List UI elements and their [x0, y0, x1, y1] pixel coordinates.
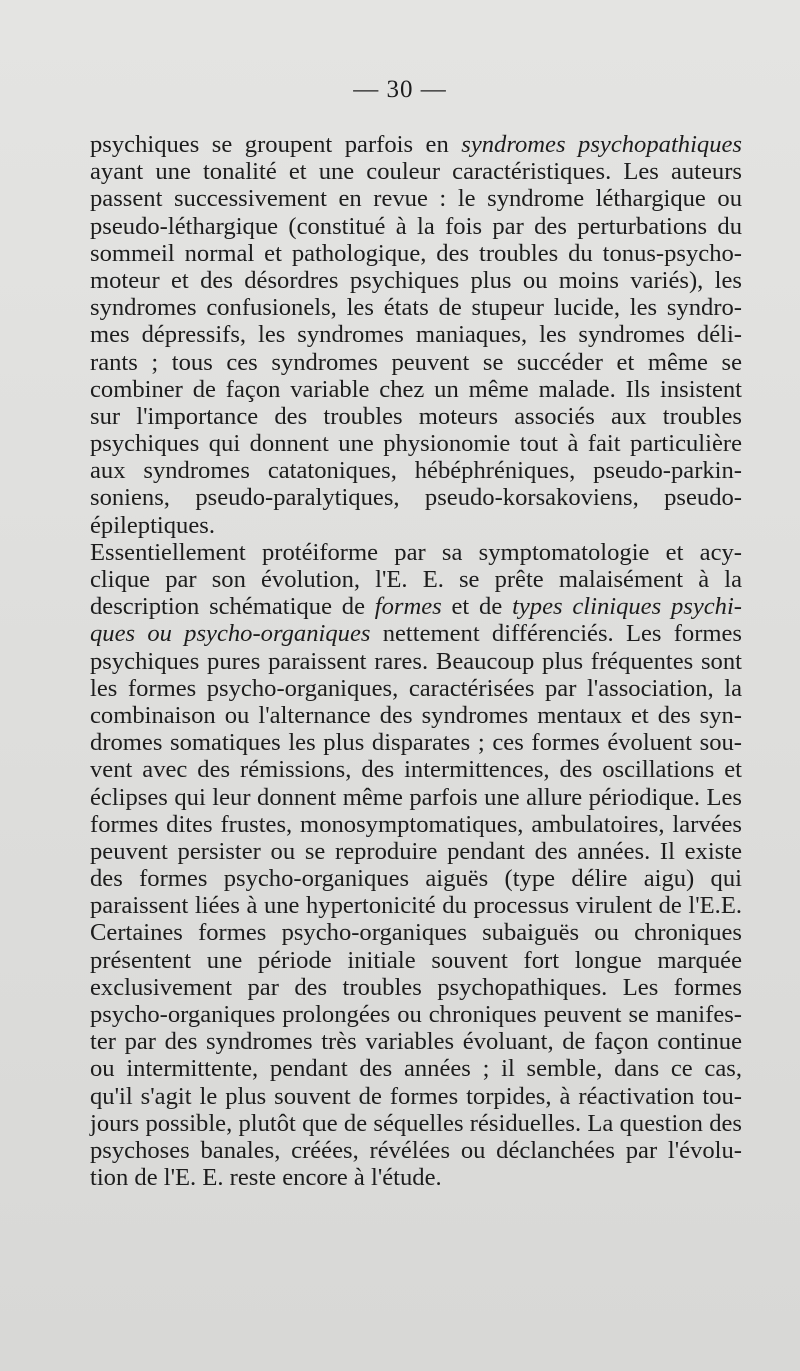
text-line — [90, 838, 742, 865]
text-run: rants ; tous ces syndromes peuvent se succéder et même se — [90, 348, 742, 376]
text-line — [90, 566, 742, 593]
text-run: psychoses banales, créées, révélées ou déclanchées par l'évolu- — [90, 1136, 742, 1164]
text-run: présentent une période initiale souvent fort longue marquée — [90, 946, 742, 974]
text-line — [90, 702, 742, 729]
italic-text: formes — [374, 593, 442, 621]
text-line — [90, 185, 742, 212]
text-line — [90, 919, 742, 946]
italic-text: syndromes psychopathiques — [461, 131, 742, 158]
text-run: moteur et des désordres psychiques plus ou moins variés), les — [90, 266, 742, 294]
text-line — [90, 947, 742, 974]
text-run: tion de l'E. E. reste encore à l'étude. — [90, 1164, 442, 1192]
text-line — [90, 1110, 742, 1137]
text-line — [90, 648, 742, 675]
text-line — [90, 675, 742, 702]
text-run: sur l'importance des troubles moteurs associés aux troubles — [90, 402, 742, 430]
italic-text: ques ou psycho-organiques — [90, 620, 371, 648]
text-run: ter par des syndromes très variables évoluant, de façon continue — [90, 1028, 742, 1056]
text-run: des formes psycho-organiques aiguës (type délire aigu) qui — [90, 865, 742, 893]
text-line — [90, 620, 742, 647]
text-run: psycho-organiques prolongées ou chroniques peuvent se manifes- — [90, 1001, 742, 1028]
text-run: ou intermittente, pendant des années ; il semble, dans ce cas, — [90, 1055, 742, 1083]
text-run: vent avec des rémissions, des intermittences, des oscillations et — [90, 756, 742, 784]
text-run: éclipses qui leur donnent même parfois une allure périodique. Les — [90, 783, 742, 811]
text-run: combinaison ou l'alternance des syndromes mentaux et des syn- — [90, 701, 742, 729]
text-line — [90, 756, 742, 783]
text-run: formes dites frustes, monosymptomatiques, ambulatoires, larvées — [90, 810, 742, 838]
text-run: syndromes confusionels, les états de stupeur lucide, les syndro- — [90, 294, 742, 322]
body-text — [90, 131, 742, 1191]
text-line — [90, 131, 742, 158]
text-line — [90, 240, 742, 267]
text-run: sommeil normal et pathologique, des troubles du tonus-psycho- — [90, 239, 742, 267]
text-run: clique par son évolution, l'E. E. se prête malaisément à la — [90, 566, 742, 593]
text-line — [90, 403, 742, 430]
text-line — [90, 974, 742, 1001]
text-line — [90, 865, 742, 892]
text-run: jours possible, plutôt que de séquelles résiduelles. La question des — [90, 1109, 742, 1137]
text-line — [90, 457, 742, 484]
text-line — [90, 349, 742, 376]
text-line — [90, 376, 742, 403]
text-run: mes dépressifs, les syndromes maniaques, les syndromes déli- — [90, 321, 742, 349]
text-run: ayant une tonalité et une couleur caractéristiques. Les auteurs — [90, 158, 742, 186]
text-run: psychiques se groupent parfois en — [90, 131, 462, 158]
text-run: aux syndromes catatoniques, hébéphréniques, pseudo-parkin- — [90, 457, 742, 485]
text-run: peuvent persister ou se reproduire pendant des années. Il existe — [90, 837, 742, 865]
text-line — [90, 593, 742, 620]
text-run: Essentiellement protéiforme par sa symptomatologie et acy- — [90, 538, 742, 566]
text-line — [90, 512, 742, 539]
text-run: exclusivement par des troubles psychopathiques. Les formes — [90, 973, 742, 1001]
text-run: combiner de façon variable chez un même malade. Ils insistent — [90, 375, 742, 403]
text-line — [90, 267, 742, 294]
text-run: paraissent liées à une hypertonicité du processus virulent de l'E.E. — [90, 892, 742, 920]
italic-text: types cliniques psychi- — [512, 593, 742, 621]
text-line — [90, 1055, 742, 1082]
text-line — [90, 539, 742, 566]
text-run: dromes somatiques les plus disparates ; ces formes évoluent sou- — [90, 729, 742, 757]
text-line — [90, 1028, 742, 1055]
text-line — [90, 811, 742, 838]
text-run: soniens, pseudo-paralytiques, pseudo-korsakoviens, pseudo- — [90, 484, 742, 512]
text-line — [90, 729, 742, 756]
text-run: passent successivement en revue : le syndrome léthargique ou — [90, 185, 742, 213]
text-line — [90, 1001, 742, 1028]
text-run: psychiques pures paraissent rares. Beaucoup plus fréquentes sont — [90, 647, 742, 675]
text-line — [90, 1164, 742, 1191]
text-run: pseudo-léthargique (constitué à la fois par des perturbations du — [90, 212, 742, 240]
text-line — [90, 321, 742, 348]
text-line — [90, 784, 742, 811]
text-run: épileptiques. — [90, 511, 215, 539]
text-line — [90, 484, 742, 511]
text-line — [90, 294, 742, 321]
text-line — [90, 1137, 742, 1164]
page-number: — 30 — — [353, 76, 447, 103]
text-run: description schématique de — [90, 593, 375, 621]
text-line — [90, 430, 742, 457]
text-line — [90, 1083, 742, 1110]
text-run: qu'il s'agit le plus souvent de formes torpides, à réactivation tou- — [90, 1082, 742, 1110]
text-run: nettement différenciés. Les formes — [370, 620, 742, 648]
text-run: les formes psycho-organiques, caractérisées par l'association, la — [90, 674, 742, 702]
text-line — [90, 158, 742, 185]
text-line — [90, 892, 742, 919]
text-run: et de — [441, 593, 513, 621]
text-run: psychiques qui donnent une physionomie tout à fait particulière — [90, 430, 742, 458]
text-line — [90, 213, 742, 240]
text-run: Certaines formes psycho-organiques subaiguës ou chroniques — [90, 919, 742, 947]
